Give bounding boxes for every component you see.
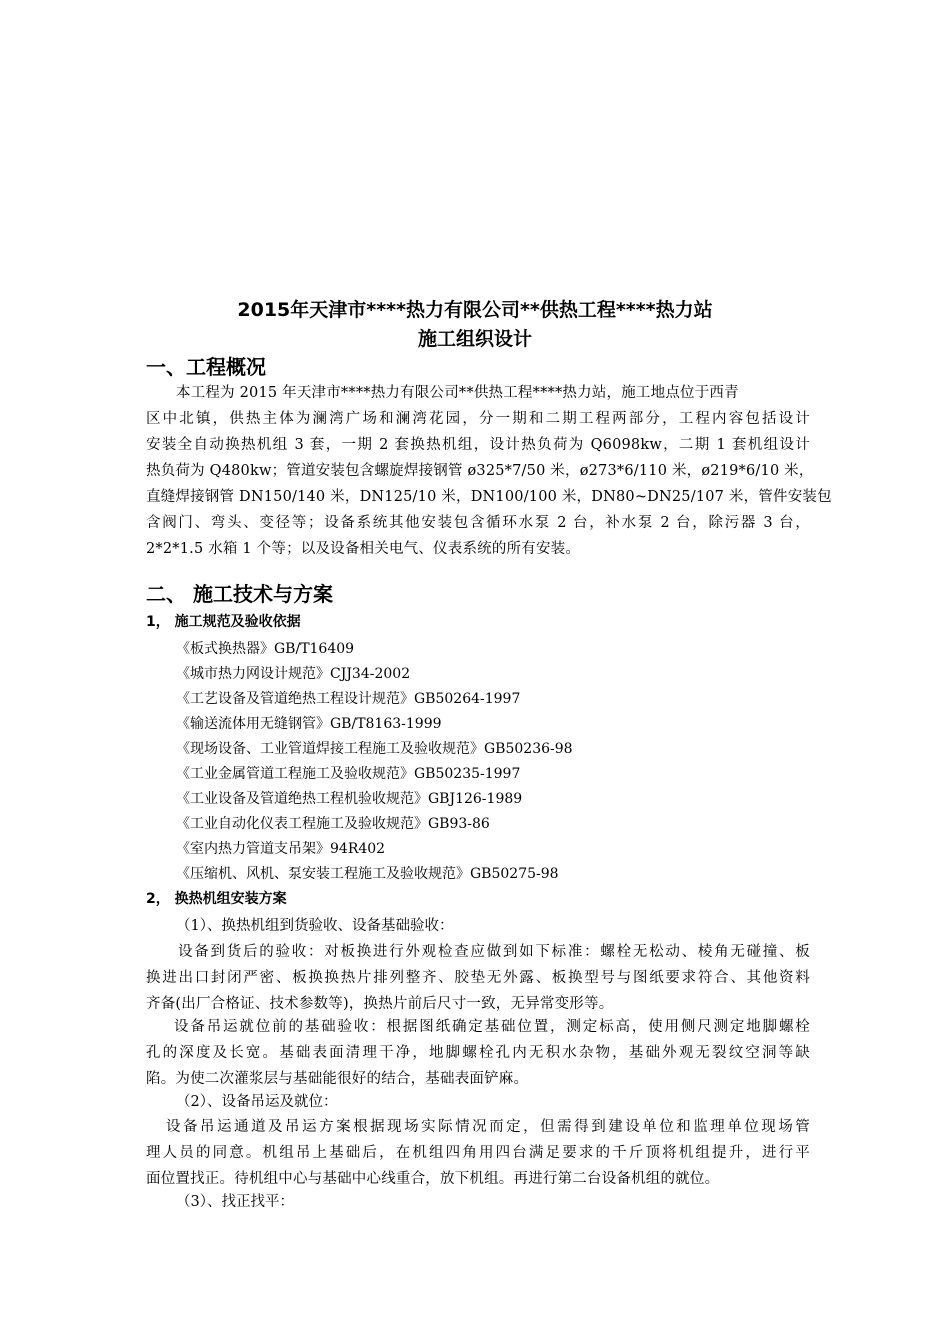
subsection-heading-install: 2， 换热机组安装方案 [146, 891, 287, 907]
overview-line: 含阀门、弯头、变径等；设备系统其他安装包含循环水泵 2 台，补水泵 2 台，除污器 3 台， [146, 515, 810, 531]
step2-paragraph [146, 1114, 810, 1192]
step3-heading: （3）、找正找平： [176, 1194, 294, 1210]
section-heading-overview: 一、工程概况 [146, 355, 266, 379]
step2-line: 面位置找正。待机组中心与基础中心线重合，放下机组。再进行第二台设备机组的就位。 [146, 1171, 720, 1187]
standard-item: 《工业自动化仪表工程施工及验收规范》GB93-86 [176, 816, 490, 832]
step1-line: 陷。为使二次灌浆层与基础能很好的结合，基础表面铲麻。 [146, 1071, 529, 1087]
step1-paragraph-2 [146, 1014, 810, 1092]
overview-line: 直缝焊接钢管 DN150/140 米，DN125/10 米，DN100/100 米，DN80~DN25/107 米，管件安装包 [146, 489, 832, 505]
step1-line: 孔的深度及长宽。基础表面清理干净，地脚螺栓孔内无积水杂物，基础外观无裂纹空洞等缺 [146, 1045, 810, 1061]
overview-paragraph [146, 380, 832, 562]
standards-list [176, 637, 573, 887]
section-heading-technology: 二、 施工技术与方案 [146, 582, 333, 606]
overview-line: 安装全自动换热机组 3 套，一期 2 套换热机组，设计热负荷为 Q6098kw，二期 1 套机组设计 [146, 437, 810, 453]
standard-item: 《压缩机、风机、泵安装工程施工及验收规范》GB50275-98 [176, 866, 559, 882]
standard-item: 《工艺设备及管道绝热工程设计规范》GB50264-1997 [176, 691, 521, 707]
overview-line: 热负荷为 Q480kw；管道安装包含螺旋焊接钢管 ø325*7/50 米，ø273*6/110 米，ø219*6/10 米， [146, 463, 814, 479]
overview-line: 区中北镇，供热主体为澜湾广场和澜湾花园，分一期和二期工程两部分，工程内容包括设计 [146, 411, 810, 427]
step1-line: 换进出口封闭严密、板换换热片排列整齐、胶垫无外露、板换型号与图纸要求符合、其他资料 [146, 970, 810, 986]
step1-heading: （1）、换热机组到货验收、设备基础验收： [176, 918, 454, 934]
standard-item: 《工业金属管道工程施工及验收规范》GB50235-1997 [176, 766, 521, 782]
standard-item: 《输送流体用无缝钢管》GB/T8163-1999 [176, 716, 442, 732]
overview-line: 2*2*1.5 水箱 1 个等；以及设备相关电气、仪表系统的所有安装。 [146, 541, 581, 557]
standard-item: 《现场设备、工业管道焊接工程施工及验收规范》GB50236-98 [176, 741, 573, 757]
document-title-line1: 2015年天津市****热力有限公司**供热工程****热力站 [237, 299, 713, 321]
overview-line: 本工程为 2015 年天津市****热力有限公司**供热工程****热力站，施工地点位于西青 [176, 385, 739, 401]
standard-item: 《板式换热器》GB/T16409 [176, 641, 355, 657]
step1-paragraph-1 [146, 939, 810, 1017]
step2-line: 理人员的同意。机组吊上基础后，在机组四角用四台满足要求的千斤顶将机组提升，进行平 [146, 1145, 810, 1161]
standard-item: 《城市热力网设计规范》CJJ34-2002 [176, 666, 411, 682]
step1-line: 齐备(出厂合格证、技术参数等)，换热片前后尺寸一致，无异常变形等。 [146, 996, 614, 1012]
step1-line: 设备到货后的验收：对板换进行外观检查应做到如下标准：螺栓无松动、棱角无碰撞、板 [178, 944, 810, 960]
subsection-heading-standards: 1， 施工规范及验收依据 [146, 614, 301, 630]
step2-line: 设备吊运通道及吊运方案根据现场实际情况而定，但需得到建设单位和监理单位现场管 [166, 1119, 810, 1135]
standard-item: 《室内热力管道支吊架》94R402 [176, 841, 386, 857]
step2-heading: （2）、设备吊运及就位： [176, 1094, 338, 1110]
document-title-line2: 施工组织设计 [417, 328, 532, 350]
step1-line: 设备吊运就位前的基础验收：根据图纸确定基础位置，测定标高，使用侧尺测定地脚螺栓 [174, 1019, 810, 1035]
standard-item: 《工业设备及管道绝热工程机验收规范》GBJ126-1989 [176, 791, 523, 807]
